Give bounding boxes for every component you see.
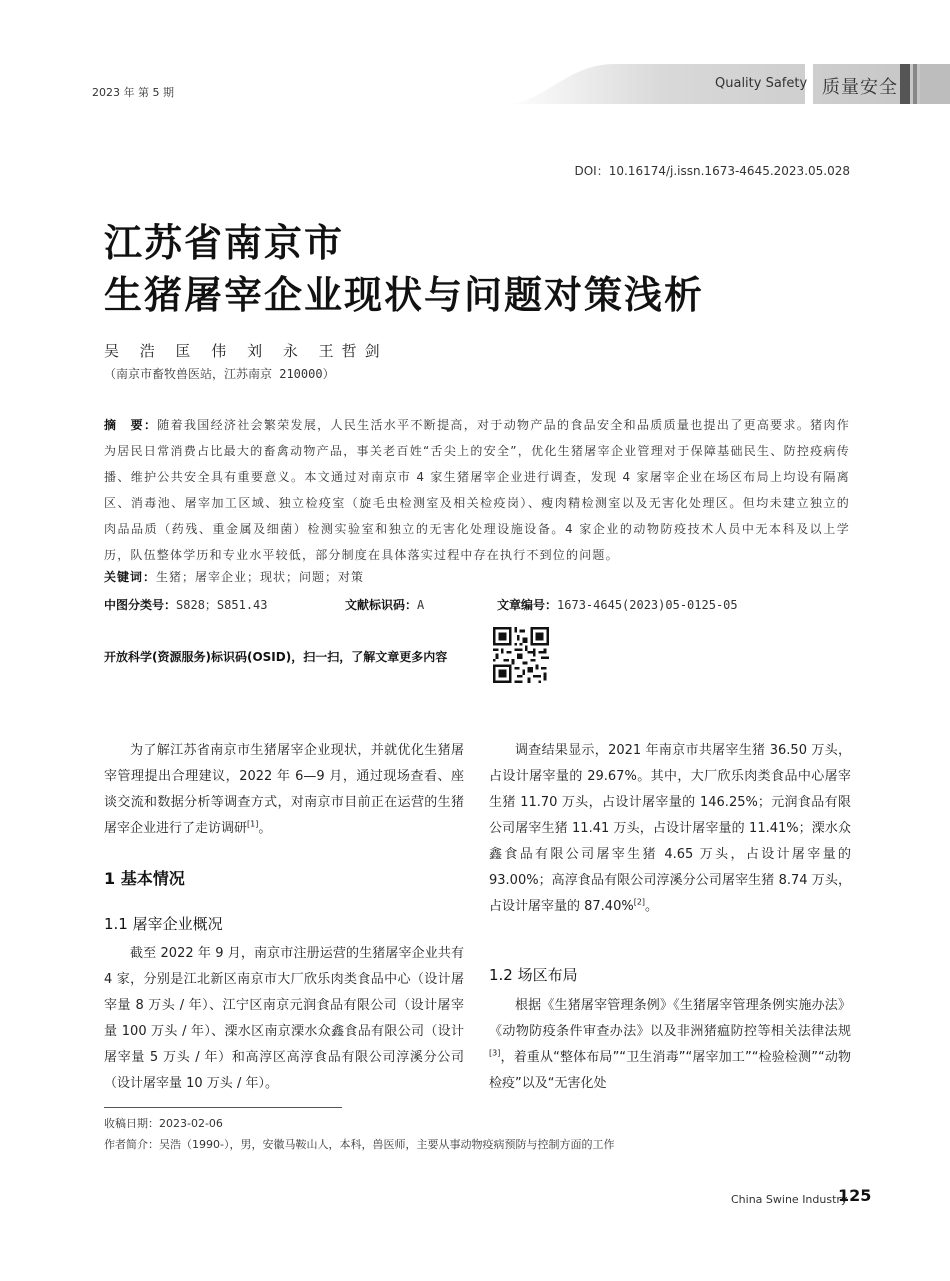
footnote-rule (104, 1107, 342, 1108)
classification (104, 596, 268, 613)
doc-code-value: A (417, 598, 425, 612)
left-column-p2 (104, 941, 464, 1097)
osid-text: 开放科学(资源服务)标识码(OSID)，扫一扫，了解文章更多内容 (104, 650, 448, 664)
keywords-label: 关键词： (104, 570, 157, 584)
section-label-en: Quality Safety (715, 76, 808, 91)
right-column-p2 (489, 993, 851, 1097)
qr-code-icon[interactable] (493, 627, 549, 683)
doc-code-label: 文献标识码： (345, 598, 418, 612)
paragraph-layout (489, 993, 851, 1097)
layout-text: 根据《生猪屠宰管理条例》《生猪屠宰管理条例实施办法》《动物防疫条件审查办法》以及非洲猪瘟防控等相关法律法规 (489, 998, 851, 1039)
intro-text: 为了解江苏省南京市生猪屠宰企业现状，并就优化生猪屠宰管理提出合理建议，2022 年 6—9 月，通过现场查看、座谈交流和数据分析等调查方式，对南京市目前正在运营的生猪屠宰企业进行了走访调研 (104, 743, 464, 836)
subsection-heading-1-1: 1.1 屠宰企业概况 (104, 915, 223, 933)
doc-code (345, 596, 424, 613)
article-number (497, 596, 738, 613)
article-number-value: 1673-4645(2023)05-0125-05 (557, 598, 738, 612)
citation-1[interactable]: [1] (247, 819, 259, 829)
abstract-label: 摘 要： (104, 418, 158, 432)
citation-3[interactable]: [3] (489, 1048, 501, 1058)
affiliation: （南京市畜牧兽医站，江苏南京 210000） (104, 367, 335, 381)
article-number-label: 文章编号： (497, 598, 558, 612)
right-column (489, 738, 851, 920)
subsection-heading-1-2: 1.2 场区布局 (489, 966, 578, 984)
keywords (104, 568, 364, 585)
paragraph-results (489, 738, 851, 920)
section-heading-1: 1 基本情况 (104, 869, 185, 888)
paragraph-enterprises: 截至 2022 年 9 月，南京市注册运营的生猪屠宰企业共有 4 家，分别是江北新区南京市大厂欣乐肉类食品中心（设计屠宰量 8 万头 / 年）、江宁区南京元润食品有限公司（设计屠宰量 100 万头 / 年）、溧水区南京溧水众鑫食品有限公司（设计屠宰量 5 万头 / 年）和高淳区高淳食品有限公司淳溪分公司（设计屠宰量 10 万头 / 年）。 (104, 946, 464, 1091)
journal-name: China Swine Industry (731, 1193, 848, 1206)
citation-2[interactable]: [2] (633, 897, 646, 907)
issue-label: 2023 年 第 5 期 (92, 86, 174, 99)
authors: 吴 浩 匡 伟 刘 永 王哲剑 (104, 342, 388, 360)
author-bio: 作者简介：吴浩（1990-），男，安徽马鞍山人，本科，兽医师，主要从事动物疫病预防与控制方面的工作 (104, 1138, 615, 1151)
left-column (104, 738, 464, 842)
classification-value: S828；S851.43 (176, 598, 268, 612)
results-end: 。 (645, 899, 659, 914)
abstract-text: 随着我国经济社会繁荣发展，人民生活水平不断提高，对于动物产品的食品安全和品质质量也提出了更高要求。猪肉作为居民日常消费占比最大的畜禽动物产品，事关老百姓“舌尖上的安全”，优化生猪屠宰企业管理对于保障基础民生、防控疫病传播、维护公共安全具有重要意义。本文通过对南京市 4 家生猪屠宰企业进行调查，发现 4 家屠宰企业在场区布局上均设有隔离区、消毒池、屠宰加工区域、独立检疫室（旋毛虫检测室及相关检疫岗）、瘦肉精检测室以及无害化处理区。但均未建立独立的肉品品质（药残、重金属及细菌）检测实验室和独立的无害化处理设施设备。4 家企业的动物防疫技术人员中无本科及以上学历，队伍整体学历和专业水平较低，部分制度在具体落实过程中存在执行不到位的问题。 (104, 418, 850, 562)
classification-label: 中图分类号： (104, 598, 177, 612)
intro-end: 。 (258, 821, 272, 836)
title-line-2: 生猪屠宰企业现状与问题对策浅析 (104, 273, 705, 317)
doi: DOI：10.16174/j.issn.1673-4645.2023.05.028 (574, 164, 850, 178)
results-text: 调查结果显示，2021 年南京市共屠宰生猪 36.50 万头，占设计屠宰量的 29.67%。其中，大厂欣乐肉类食品中心屠宰生猪 11.70 万头，占设计屠宰量的 146.25%；元润食品有限公司屠宰生猪 11.41 万头，占设计屠宰量的 11.41%；溧水众鑫食品有限公司屠宰生猪 4.65 万头，占设计屠宰量的 93.00%；高淳食品有限公司淳溪分公司屠宰生猪 8.74 万头，占设计屠宰量的 87.40% (489, 743, 851, 914)
layout-end: ，着重从“整体布局”“卫生消毒”“屠宰加工”“检验检测”“动物检疫”以及“无害化处 (489, 1050, 851, 1091)
keywords-text: 生猪；屠宰企业；现状；问题；对策 (156, 570, 365, 584)
abstract (104, 412, 850, 568)
title-line-1: 江苏省南京市 (104, 221, 345, 265)
received-date: 收稿日期：2023-02-06 (104, 1117, 223, 1130)
intro-paragraph (104, 738, 464, 842)
section-label-cn: 质量安全 (822, 77, 898, 98)
page-number: 125 (838, 1186, 872, 1205)
